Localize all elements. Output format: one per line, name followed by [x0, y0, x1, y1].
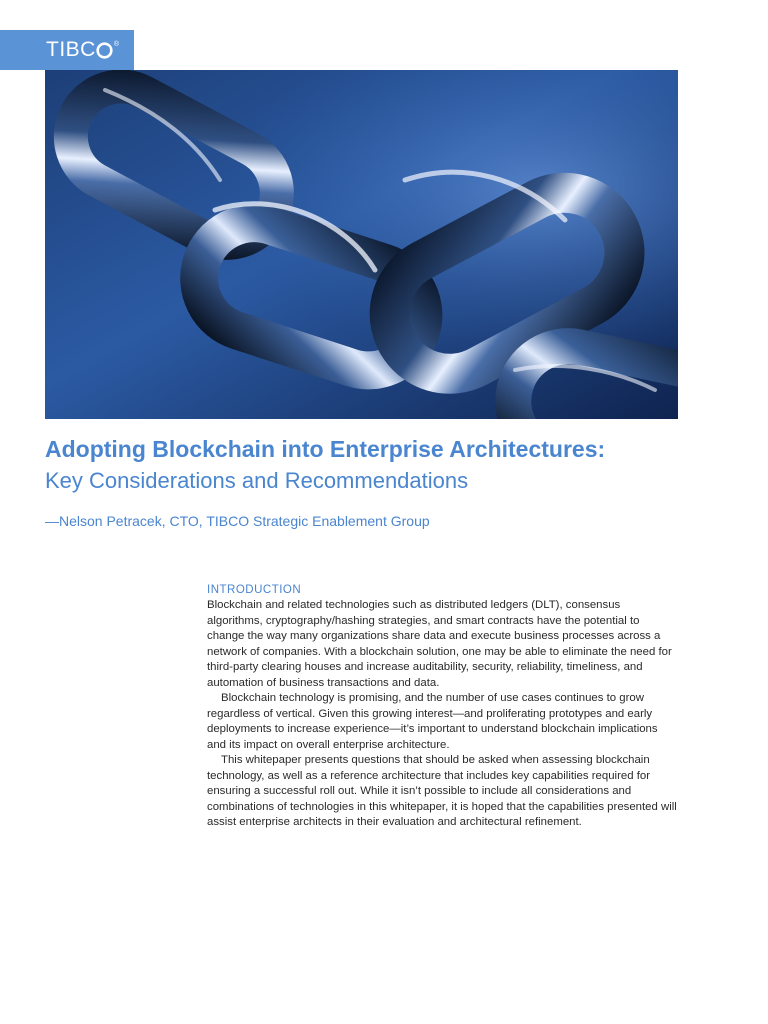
logo-text: TIBC — [46, 38, 96, 61]
logo-o-icon — [96, 42, 113, 59]
document-title: Adopting Blockchain into Enterprise Architectures: — [45, 436, 606, 462]
intro-paragraph-2: Blockchain technology is promising, and the number of use cases continues to grow regardless of vertical. Given this growing interest—and proliferating prototypes and early deployments to increase experience—it’s important to understand blockchain implications and its impact on overall enterprise architecture. — [207, 692, 658, 751]
hero-image — [45, 70, 678, 419]
author-byline: —Nelson Petracek, CTO, TIBCO Strategic Enablement Group — [45, 513, 430, 529]
intro-paragraph-1: Blockchain and related technologies such as distributed ledgers (DLT), consensus algorithms, cryptography/hashing strategies, and smart contracts have the potential to change the way many organizations share data and execute business processes across a network of companies. With a blockchain solution, one may be able to eliminate the need for third-party clearing houses and increase auditability, security, reliability, timeliness, and automation of business transactions and data. — [207, 599, 672, 689]
chain-links-image — [45, 70, 678, 419]
intro-paragraph-3: This whitepaper presents questions that should be asked when assessing blockchain technology, as well as a reference architecture that includes key capabilities required for ensuring a successful roll out. While it isn’t possible to include all considerations and combinations of technologies in this whitepaper, it is hoped that the capabilities presented will assist enterprise architects in their evaluation and architectural refinement. — [207, 754, 677, 828]
document-subtitle: Key Considerations and Recommendations — [45, 468, 469, 493]
introduction-section — [207, 584, 677, 831]
section-heading: INTRODUCTION — [207, 584, 302, 596]
tibco-logo — [0, 30, 134, 70]
registered-mark: ® — [113, 40, 120, 48]
logo-wordmark — [46, 38, 120, 62]
